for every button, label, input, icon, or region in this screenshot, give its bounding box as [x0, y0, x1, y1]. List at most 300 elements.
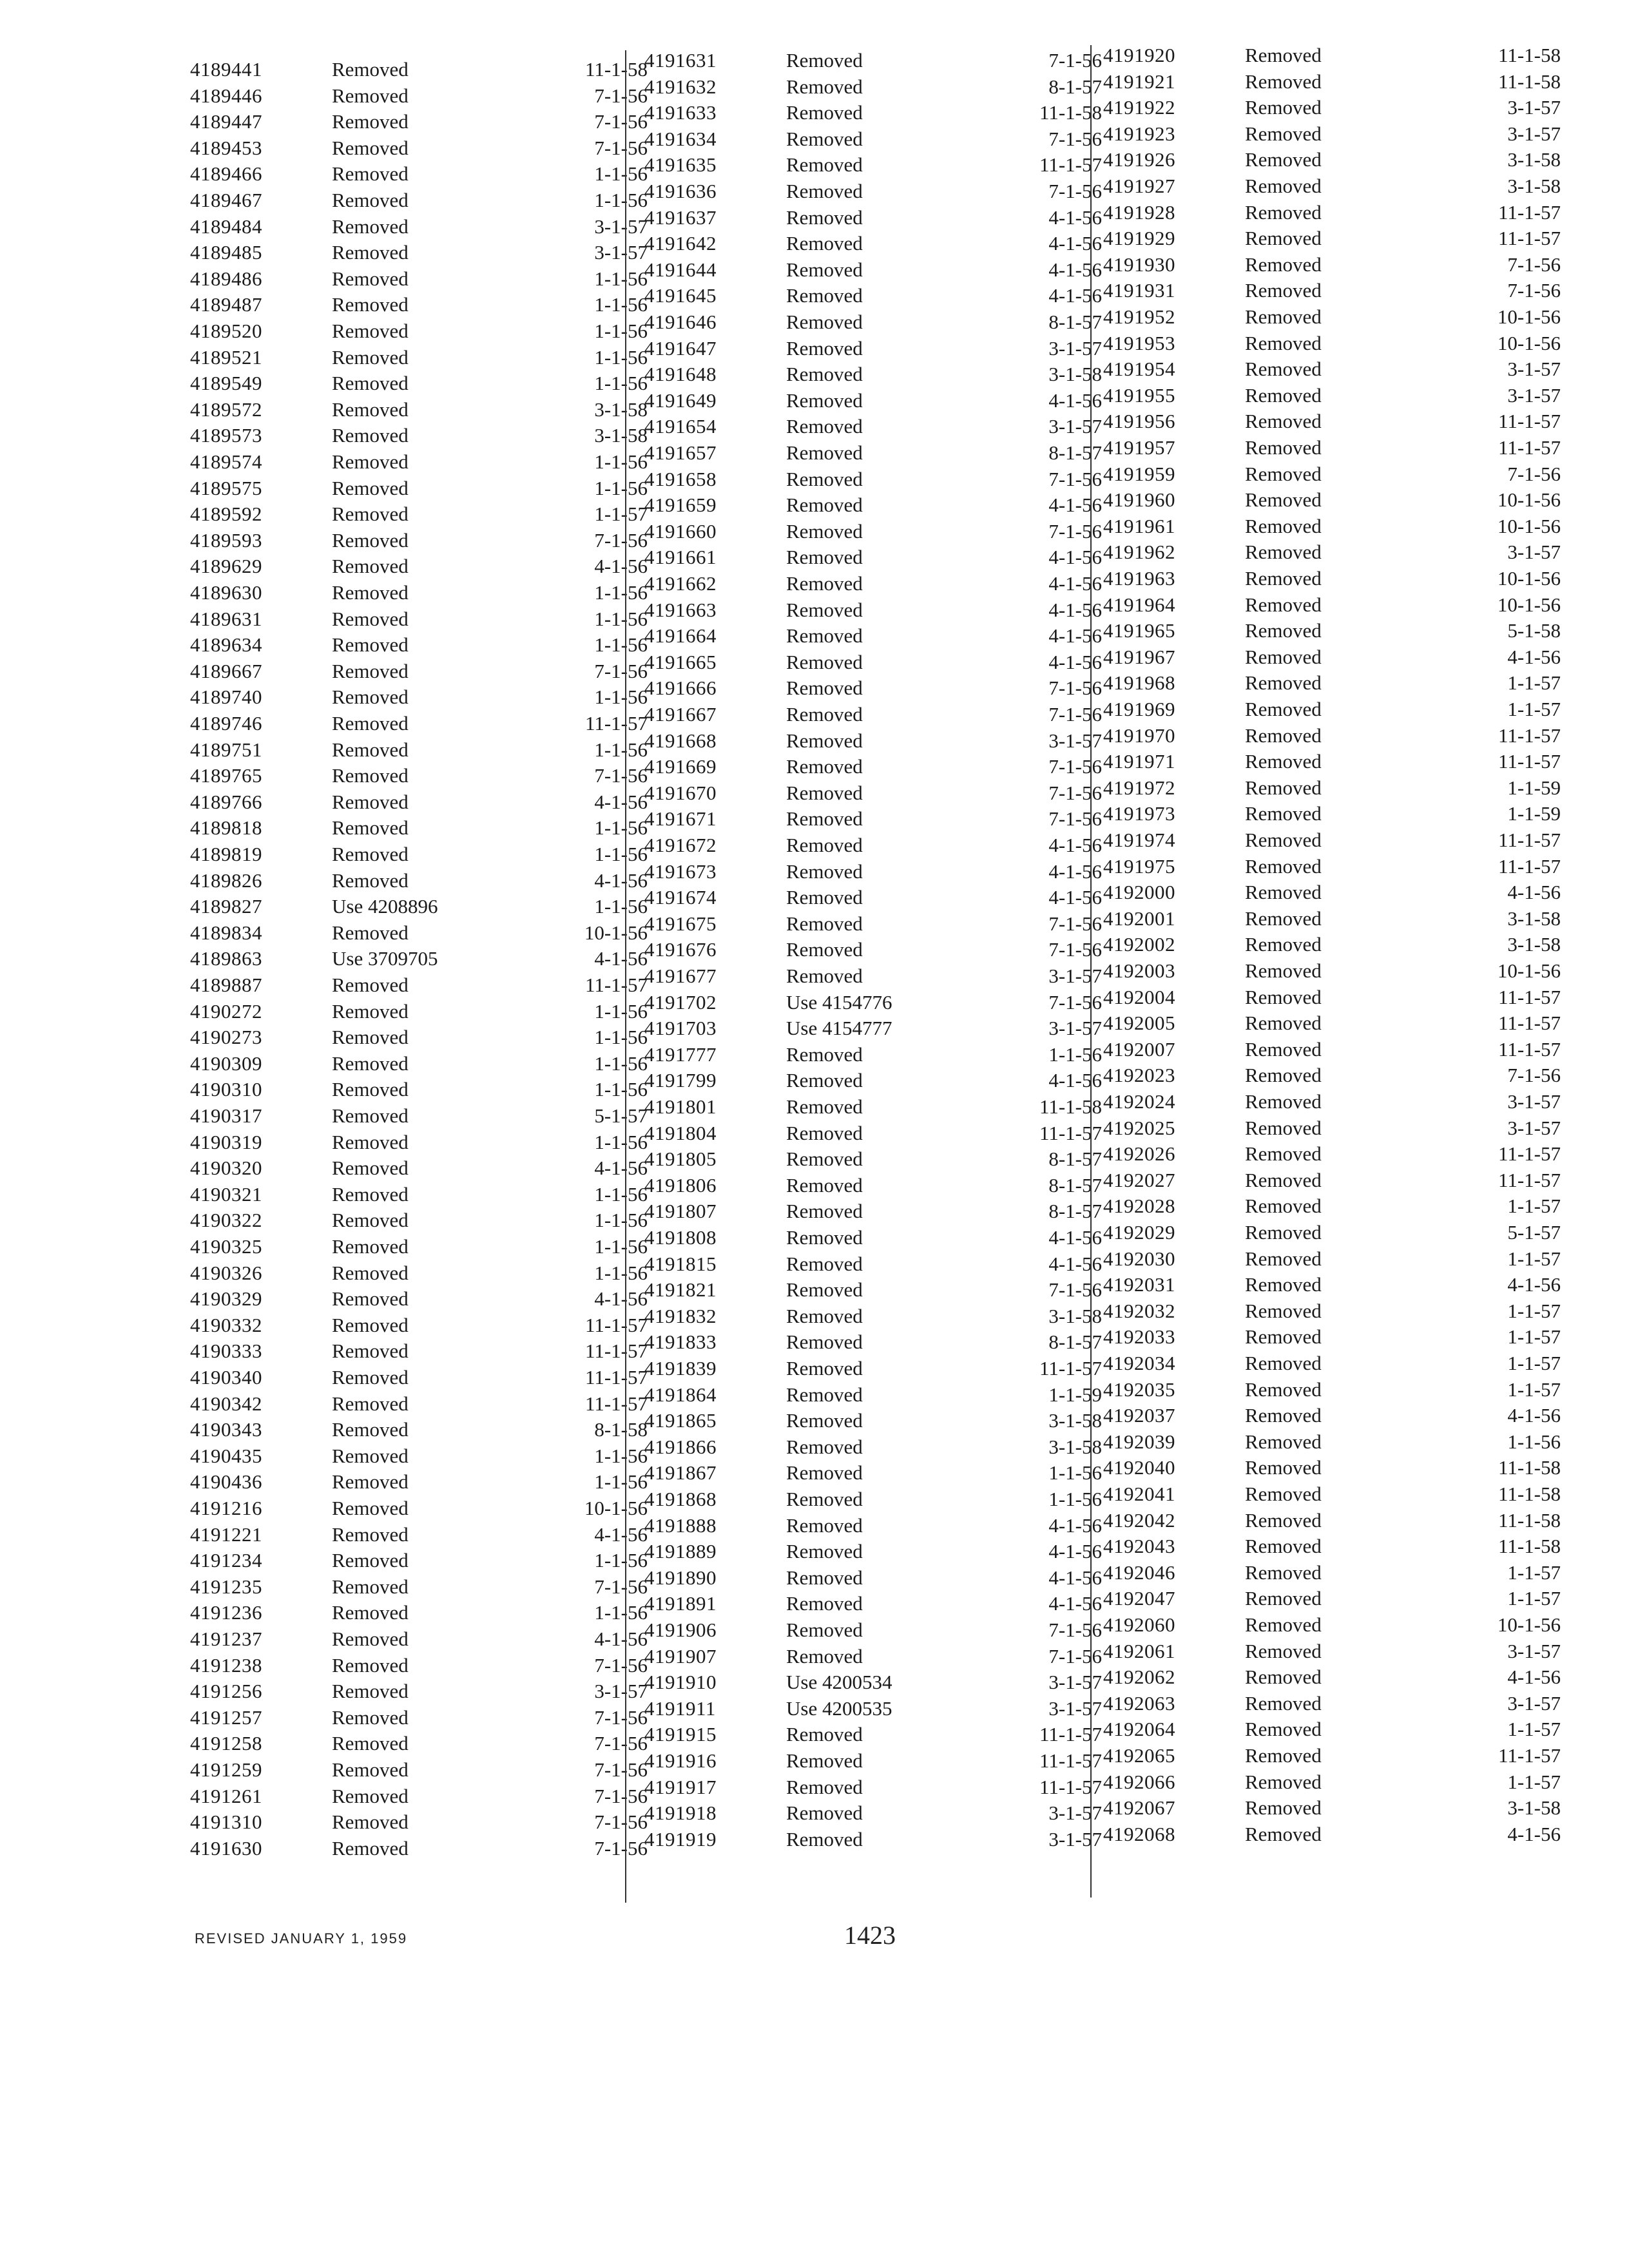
status-text: Removed [786, 389, 863, 412]
table-row [1103, 566, 1561, 591]
part-number: 4191647 [644, 336, 717, 360]
part-number: 4189863 [190, 947, 262, 970]
table-row [644, 1539, 1102, 1564]
status-text: Removed [786, 1540, 863, 1563]
part-number: 4191821 [644, 1278, 717, 1302]
status-text: Removed [1245, 44, 1322, 66]
table-row [190, 1338, 648, 1364]
part-number: 4192043 [1103, 1535, 1175, 1558]
part-number: 4191808 [644, 1226, 717, 1249]
table-row [644, 859, 1102, 885]
table-row [644, 1774, 1102, 1800]
part-number: 4192046 [1103, 1561, 1175, 1584]
effective-date: 1-1-56 [594, 633, 648, 657]
status-text: Removed [332, 1628, 409, 1650]
status-text: Removed [1245, 907, 1322, 930]
table-row [644, 1617, 1102, 1643]
status-text: Removed [786, 572, 863, 595]
effective-date: 4-1-56 [1048, 1514, 1102, 1537]
table-row [644, 1748, 1102, 1774]
part-number: 4191957 [1103, 436, 1175, 459]
effective-date: 10-1-56 [1497, 514, 1561, 537]
effective-date: 1-1-56 [594, 293, 648, 316]
status-text: Removed [1245, 331, 1322, 354]
effective-date: 1-1-57 [1507, 1325, 1561, 1349]
part-number: 4191964 [1103, 593, 1175, 616]
part-number: 4192061 [1103, 1639, 1175, 1662]
effective-date: 4-1-56 [1048, 572, 1102, 595]
table-row [1103, 304, 1561, 330]
status-text: Removed [786, 912, 863, 935]
status-text: Removed [332, 1366, 409, 1389]
status-text: Removed [1245, 175, 1322, 197]
status-text: Use 4200534 [786, 1671, 892, 1694]
effective-date: 7-1-56 [1507, 1064, 1561, 1087]
effective-date: 8-1-57 [1048, 441, 1102, 464]
table-row [644, 466, 1102, 492]
part-number: 4189484 [190, 215, 262, 238]
effective-date: 1-1-56 [1048, 1488, 1102, 1510]
status-text: Removed [786, 1148, 863, 1171]
part-number: 4191633 [644, 101, 717, 124]
table-row [1103, 932, 1561, 957]
part-number: 4191805 [644, 1148, 717, 1171]
part-number: 4191310 [190, 1811, 262, 1834]
effective-date: 3-1-57 [1048, 729, 1102, 752]
table-row [190, 946, 648, 972]
status-text: Removed [332, 398, 409, 421]
status-text: Removed [786, 781, 863, 804]
status-text: Removed [1245, 541, 1322, 564]
status-text: Removed [1245, 1168, 1322, 1191]
table-row [644, 440, 1102, 466]
effective-date: 3-1-57 [1048, 1671, 1102, 1694]
effective-date: 7-1-56 [594, 1811, 648, 1834]
status-text: Removed [1245, 410, 1322, 433]
effective-date: 7-1-56 [594, 764, 648, 787]
table-row [1103, 1716, 1561, 1742]
part-number: 4189819 [190, 843, 262, 865]
table-row [1103, 1481, 1561, 1507]
status-text: Removed [332, 1392, 409, 1415]
effective-date: 10-1-56 [1497, 567, 1561, 590]
part-number: 4191657 [644, 441, 717, 464]
table-row [190, 423, 648, 448]
effective-date: 7-1-56 [594, 528, 648, 552]
status-text: Removed [786, 1488, 863, 1510]
effective-date: 11-1-57 [1498, 985, 1561, 1008]
effective-date: 11-1-57 [585, 712, 648, 735]
part-number: 4191221 [190, 1523, 262, 1546]
part-number: 4191667 [644, 703, 717, 726]
part-number: 4192068 [1103, 1822, 1175, 1845]
effective-date: 7-1-56 [1048, 677, 1102, 700]
table-row [1103, 906, 1561, 932]
status-text: Removed [1245, 1561, 1322, 1584]
effective-date: 4-1-56 [1048, 624, 1102, 648]
part-number: 4191642 [644, 232, 717, 255]
status-text: Removed [786, 284, 863, 307]
part-number: 4191635 [644, 153, 717, 177]
status-text: Removed [332, 1811, 409, 1834]
status-text: Removed [1245, 1325, 1322, 1349]
effective-date: 4-1-56 [1048, 1540, 1102, 1563]
table-row [190, 318, 648, 344]
table-row [1103, 985, 1561, 1010]
part-number: 4190333 [190, 1340, 262, 1363]
table-row [644, 1225, 1102, 1251]
table-row [190, 1260, 648, 1286]
part-number: 4192030 [1103, 1247, 1175, 1270]
table-row [190, 632, 648, 658]
status-text: Removed [1245, 724, 1322, 747]
part-number: 4189466 [190, 162, 262, 186]
part-number: 4191634 [644, 127, 717, 150]
part-number: 4190436 [190, 1470, 262, 1494]
effective-date: 11-1-57 [1039, 1775, 1102, 1798]
part-number: 4191258 [190, 1732, 262, 1755]
part-number: 4191637 [644, 206, 717, 229]
effective-date: 5-1-58 [1507, 619, 1561, 642]
part-number: 4191660 [644, 519, 717, 543]
table-row [190, 1155, 648, 1181]
status-text: Removed [332, 1052, 409, 1075]
effective-date: 4-1-56 [1507, 1404, 1561, 1427]
parts-column-1 [190, 57, 648, 1990]
part-number: 4192024 [1103, 1090, 1175, 1113]
status-text: Removed [332, 633, 409, 657]
part-number: 4190317 [190, 1104, 262, 1127]
status-text: Removed [1245, 122, 1322, 145]
effective-date: 11-1-57 [1039, 1357, 1102, 1379]
status-text: Removed [1245, 698, 1322, 720]
table-row [1103, 1455, 1561, 1481]
table-row [1103, 1586, 1561, 1611]
status-text: Removed [332, 1523, 409, 1546]
status-text: Removed [786, 1121, 863, 1144]
part-number: 4191216 [190, 1497, 262, 1519]
table-row [1103, 801, 1561, 827]
status-text: Removed [1245, 1691, 1322, 1715]
effective-date: 1-1-56 [594, 267, 648, 290]
part-number: 4191675 [644, 912, 717, 935]
effective-date: 1-1-57 [1507, 1587, 1561, 1610]
status-text: Removed [1245, 1299, 1322, 1322]
part-number: 4191670 [644, 781, 717, 804]
effective-date: 3-1-57 [1507, 1090, 1561, 1113]
effective-date: 11-1-57 [1039, 153, 1102, 177]
effective-date: 1-1-56 [594, 895, 648, 918]
status-text: Use 3709705 [332, 947, 438, 970]
part-number: 4191654 [644, 415, 717, 438]
part-number: 4191236 [190, 1601, 262, 1624]
table-row [190, 1495, 648, 1521]
part-number: 4189574 [190, 450, 262, 473]
effective-date: 4-1-56 [1048, 1226, 1102, 1249]
table-row [190, 1757, 648, 1783]
table-row [1103, 592, 1561, 618]
table-row [644, 48, 1102, 73]
effective-date: 4-1-56 [1048, 232, 1102, 255]
part-number: 4192039 [1103, 1430, 1175, 1453]
part-number: 4192033 [1103, 1325, 1175, 1349]
effective-date: 3-1-57 [1048, 1802, 1102, 1825]
status-text: Removed [332, 974, 409, 996]
part-number: 4189593 [190, 528, 262, 552]
part-number: 4189834 [190, 921, 262, 944]
table-row [1103, 1324, 1561, 1350]
status-text: Removed [1245, 358, 1322, 381]
effective-date: 7-1-56 [594, 1706, 648, 1729]
table-row [644, 1120, 1102, 1146]
effective-date: 3-1-57 [594, 1680, 648, 1703]
table-row [190, 763, 648, 789]
table-row [644, 1696, 1102, 1722]
part-number: 4189467 [190, 189, 262, 211]
effective-date: 11-1-57 [1498, 854, 1561, 878]
effective-date: 11-1-58 [1498, 1535, 1561, 1558]
table-row [644, 74, 1102, 100]
status-text: Removed [1245, 253, 1322, 276]
table-row [644, 832, 1102, 858]
table-row [644, 1434, 1102, 1460]
status-text: Use 4208896 [332, 895, 438, 918]
table-row [1103, 1508, 1561, 1533]
table-row [190, 161, 648, 187]
table-row [190, 214, 648, 240]
status-text: Removed [332, 1078, 409, 1101]
status-text: Removed [332, 320, 409, 342]
status-text: Removed [1245, 645, 1322, 668]
status-text: Removed [786, 1043, 863, 1066]
table-row [190, 1836, 648, 1861]
part-number: 4192007 [1103, 1037, 1175, 1061]
table-row [190, 1626, 648, 1652]
parts-column-2 [644, 48, 1102, 1981]
status-text: Removed [786, 1226, 863, 1249]
status-text: Removed [332, 1575, 409, 1598]
effective-date: 3-1-57 [1048, 415, 1102, 438]
part-number: 4189520 [190, 320, 262, 342]
effective-date: 11-1-57 [1039, 1723, 1102, 1746]
page-number: 1423 [844, 1921, 896, 1950]
status-text: Removed [786, 1723, 863, 1746]
table-row [644, 178, 1102, 204]
effective-date: 4-1-56 [594, 947, 648, 970]
table-row [1103, 1691, 1561, 1716]
table-row [190, 1809, 648, 1835]
table-row [1103, 618, 1561, 644]
effective-date: 4-1-56 [594, 555, 648, 578]
part-number: 4191960 [1103, 488, 1175, 512]
part-number: 4190321 [190, 1182, 262, 1206]
effective-date: 3-1-57 [1507, 1691, 1561, 1715]
part-number: 4191888 [644, 1514, 717, 1537]
status-text: Removed [332, 1601, 409, 1624]
table-row [190, 57, 648, 82]
part-number: 4191649 [644, 389, 717, 412]
effective-date: 1-1-56 [1048, 1043, 1102, 1066]
effective-date: 1-1-57 [1507, 698, 1561, 720]
part-number: 4191666 [644, 677, 717, 700]
part-number: 4191661 [644, 546, 717, 569]
status-text: Removed [1245, 1613, 1322, 1636]
table-row [1103, 1377, 1561, 1403]
part-number: 4192002 [1103, 933, 1175, 956]
effective-date: 11-1-57 [1498, 1037, 1561, 1061]
part-number: 4191955 [1103, 383, 1175, 407]
status-text: Removed [1245, 593, 1322, 616]
effective-date: 3-1-57 [1048, 1696, 1102, 1720]
table-row [1103, 1168, 1561, 1193]
effective-date: 1-1-56 [594, 581, 648, 604]
status-text: Removed [332, 424, 409, 447]
effective-date: 5-1-57 [594, 1104, 648, 1127]
table-row [644, 1722, 1102, 1747]
table-row [644, 1800, 1102, 1826]
effective-date: 1-1-59 [1507, 802, 1561, 825]
status-text: Removed [332, 1130, 409, 1153]
effective-date: 3-1-57 [1507, 383, 1561, 407]
part-number: 4191890 [644, 1566, 717, 1589]
effective-date: 7-1-56 [1048, 180, 1102, 202]
table-row [1103, 1010, 1561, 1036]
effective-date: 4-1-56 [1507, 645, 1561, 668]
table-row [644, 1669, 1102, 1695]
table-row [190, 135, 648, 161]
table-row [190, 1548, 648, 1573]
part-number: 4191676 [644, 938, 717, 961]
table-row [190, 345, 648, 370]
effective-date: 3-1-57 [1048, 1827, 1102, 1850]
table-row [1103, 226, 1561, 251]
part-number: 4190325 [190, 1235, 262, 1258]
effective-date: 3-1-57 [1507, 96, 1561, 119]
status-text: Removed [1245, 383, 1322, 407]
table-row [644, 388, 1102, 414]
table-row [190, 1024, 648, 1050]
part-number: 4191919 [644, 1827, 717, 1850]
table-row [1103, 749, 1561, 774]
status-text: Removed [332, 84, 409, 107]
effective-date: 4-1-56 [1048, 1592, 1102, 1615]
part-number: 4192040 [1103, 1456, 1175, 1479]
effective-date: 8-1-57 [1048, 1148, 1102, 1171]
table-row [190, 999, 648, 1024]
part-number: 4191256 [190, 1680, 262, 1703]
table-row [190, 1312, 648, 1338]
effective-date: 3-1-58 [594, 424, 648, 447]
status-text: Removed [1245, 1221, 1322, 1244]
effective-date: 1-1-56 [594, 1470, 648, 1494]
table-row [644, 1356, 1102, 1381]
part-number: 4190322 [190, 1209, 262, 1232]
table-row [190, 1182, 648, 1207]
effective-date: 7-1-56 [1048, 990, 1102, 1014]
part-number: 4191839 [644, 1357, 717, 1379]
status-text: Removed [1245, 933, 1322, 956]
part-number: 4191674 [644, 886, 717, 909]
table-row [644, 283, 1102, 309]
part-number: 4192031 [1103, 1273, 1175, 1296]
table-row [190, 397, 648, 423]
status-text: Removed [1245, 227, 1322, 250]
part-number: 4191668 [644, 729, 717, 752]
effective-date: 11-1-57 [1498, 1168, 1561, 1191]
status-text: Removed [332, 1732, 409, 1755]
part-number: 4191799 [644, 1069, 717, 1092]
part-number: 4191972 [1103, 776, 1175, 799]
status-text: Removed [786, 755, 863, 778]
status-text: Removed [332, 189, 409, 211]
table-row [1103, 1141, 1561, 1167]
effective-date: 4-1-56 [594, 1523, 648, 1546]
table-row [1103, 487, 1561, 513]
status-text: Removed [786, 206, 863, 229]
table-row [190, 187, 648, 213]
status-text: Removed [332, 869, 409, 892]
table-row [644, 1094, 1102, 1120]
effective-date: 1-1-56 [594, 816, 648, 840]
part-number: 4189746 [190, 712, 262, 735]
effective-date: 11-1-57 [1498, 724, 1561, 747]
table-row [644, 1513, 1102, 1539]
part-number: 4191891 [644, 1592, 717, 1615]
part-number: 4189572 [190, 398, 262, 421]
table-row [1103, 95, 1561, 120]
table-row [1103, 1821, 1561, 1847]
table-row [644, 1303, 1102, 1329]
status-text: Removed [1245, 1718, 1322, 1741]
effective-date: 5-1-57 [1507, 1221, 1561, 1244]
status-text: Removed [1245, 1483, 1322, 1505]
part-number: 4191632 [644, 75, 717, 98]
status-text: Removed [786, 1409, 863, 1432]
status-text: Removed [1245, 1508, 1322, 1532]
effective-date: 7-1-56 [1507, 279, 1561, 302]
effective-date: 11-1-57 [1498, 750, 1561, 773]
part-number: 4191237 [190, 1628, 262, 1650]
status-text: Removed [1245, 1666, 1322, 1689]
effective-date: 7-1-56 [1048, 807, 1102, 831]
status-text: Removed [786, 546, 863, 569]
table-row [190, 1469, 648, 1495]
table-row [190, 1103, 648, 1129]
effective-date: 1-1-57 [1507, 1770, 1561, 1793]
effective-date: 1-1-57 [1507, 1378, 1561, 1401]
part-number: 4191954 [1103, 358, 1175, 381]
table-row [1103, 723, 1561, 749]
part-number: 4191963 [1103, 567, 1175, 590]
table-row [1103, 121, 1561, 147]
status-text: Removed [1245, 776, 1322, 799]
table-row [1103, 43, 1561, 68]
table-row [644, 1486, 1102, 1512]
status-text: Removed [786, 1278, 863, 1302]
part-number: 4189887 [190, 974, 262, 996]
status-text: Removed [1245, 148, 1322, 171]
table-row [1103, 1639, 1561, 1664]
part-number: 4189486 [190, 267, 262, 290]
status-text: Removed [332, 686, 409, 709]
effective-date: 7-1-56 [1048, 912, 1102, 935]
part-number: 4191865 [644, 1409, 717, 1432]
status-text: Removed [786, 1200, 863, 1223]
status-text: Removed [1245, 985, 1322, 1008]
table-row [1103, 958, 1561, 984]
table-row [190, 1286, 648, 1312]
table-row [644, 1565, 1102, 1591]
